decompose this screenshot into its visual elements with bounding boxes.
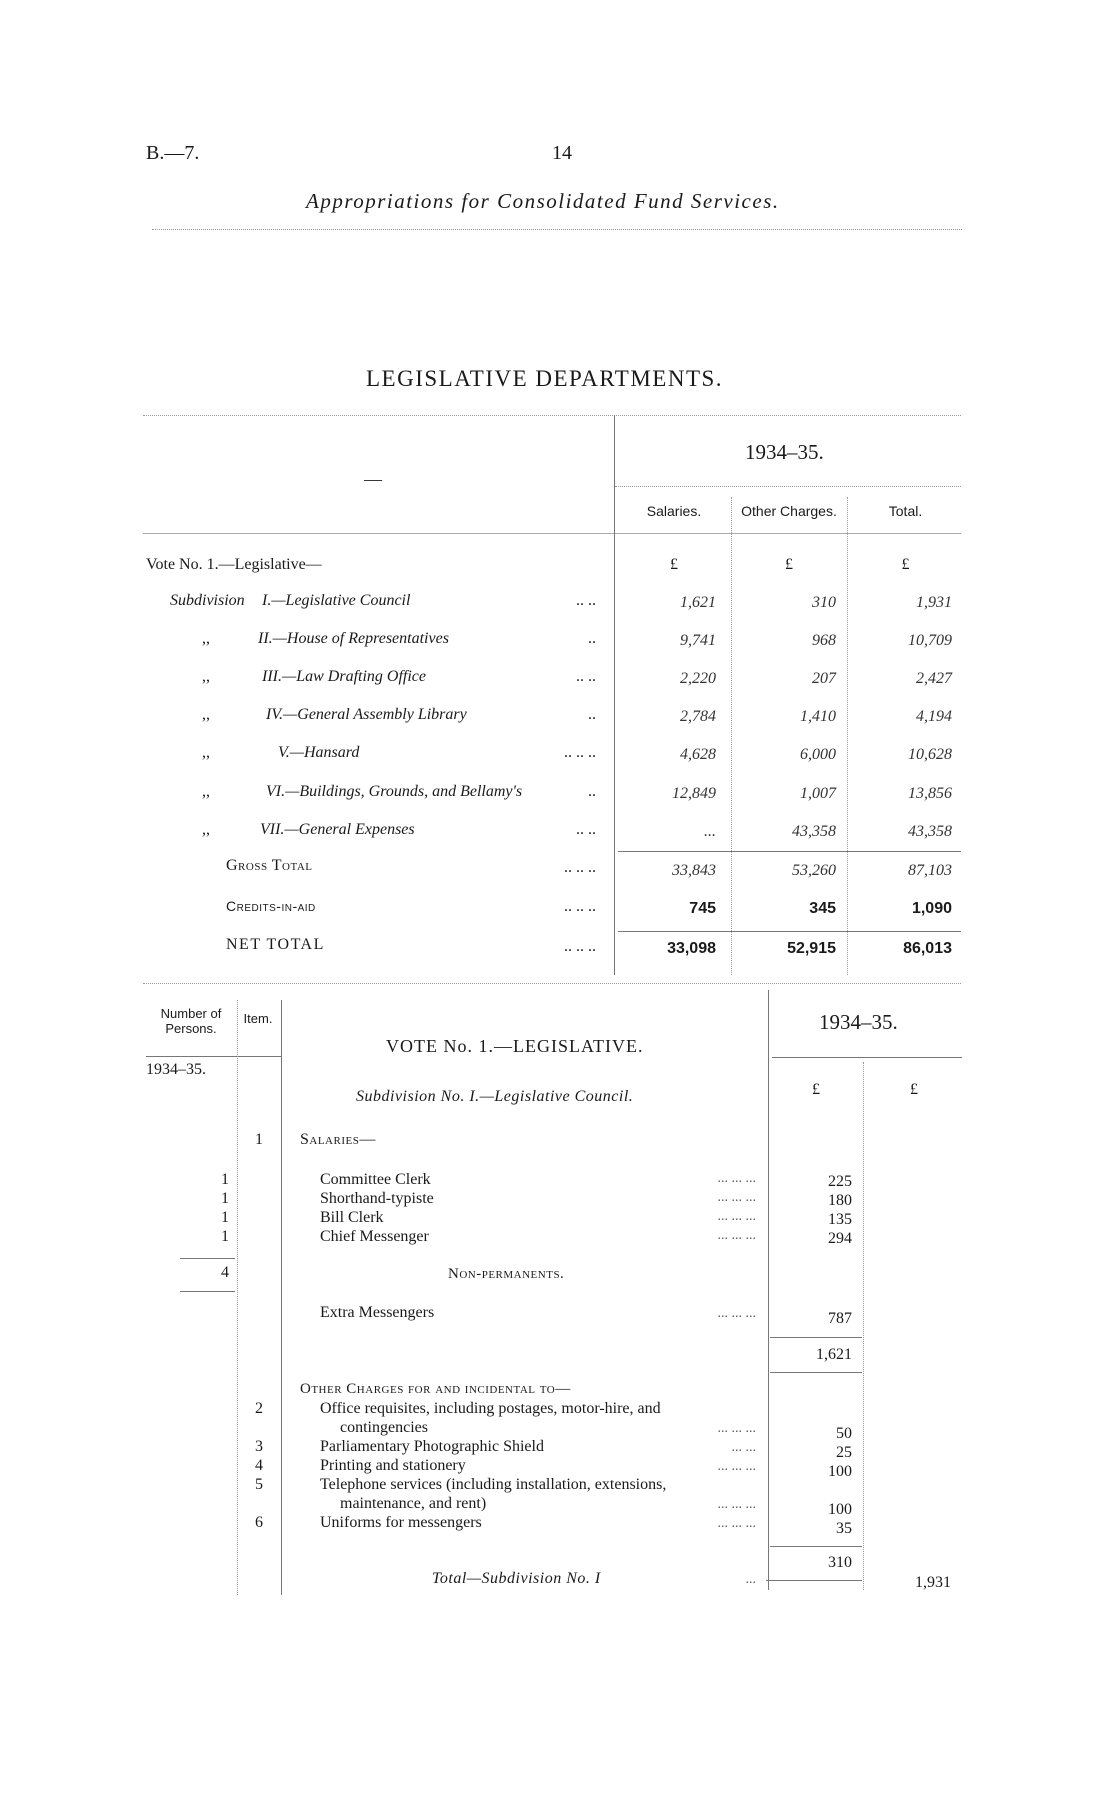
persons-count: 1 <box>221 1228 229 1245</box>
salaries-heading: Salaries— <box>300 1131 376 1148</box>
salaries-value: 4,628 <box>680 746 716 763</box>
leader-dots: ... ... <box>731 1440 756 1455</box>
other-value: 207 <box>812 670 836 687</box>
charge-label: Parliamentary Photographic Shield <box>320 1438 544 1455</box>
other-value: 1,410 <box>800 708 836 725</box>
persons-count: 1 <box>221 1171 229 1188</box>
salaries-value: ... <box>704 823 716 840</box>
column-salaries: Salaries. <box>646 503 702 519</box>
currency-salaries: £ <box>670 556 678 573</box>
total-value: 10,709 <box>908 632 952 649</box>
item-number: 4 <box>255 1457 263 1474</box>
total-value: 1,931 <box>916 594 952 611</box>
other-value: 6,000 <box>800 746 836 763</box>
other-value: 968 <box>812 632 836 649</box>
summary-year: 1934–35. <box>745 440 824 464</box>
charge-label-continued: maintenance, and rent) <box>340 1495 487 1512</box>
subdivision-label: VI.—Buildings, Grounds, and Bellamy's <box>266 783 523 800</box>
year-underline <box>615 486 961 487</box>
leader-dots: .. .. .. <box>564 859 596 876</box>
salaries-value: 12,849 <box>672 785 716 802</box>
total-value: 2,427 <box>916 670 952 687</box>
credits-in-aid-label: Credits-in-aid <box>226 898 316 914</box>
total-value: 10,628 <box>908 746 952 763</box>
position-amount: 294 <box>828 1230 852 1247</box>
credits-salaries: 745 <box>689 900 716 917</box>
gross-total-label: Gross Total <box>226 857 313 874</box>
net-total-total: 86,013 <box>903 940 952 957</box>
net-total-other: 52,915 <box>787 940 836 957</box>
vote-label: Vote No. 1.—Legislative— <box>146 556 322 573</box>
header-rule <box>152 229 962 230</box>
item-number: 5 <box>255 1476 263 1493</box>
ditto-mark: ,, <box>202 783 210 800</box>
persons-count: 1 <box>221 1209 229 1226</box>
persons-total: 4 <box>221 1264 229 1281</box>
extra-messengers-amount: 787 <box>828 1310 852 1327</box>
other-subtotal-rule <box>770 1546 862 1547</box>
column-total: Total. <box>888 503 923 519</box>
salaries-value: 9,741 <box>680 632 716 649</box>
item-number: 2 <box>255 1400 263 1417</box>
document-code: B.—7. <box>146 142 200 164</box>
other-value: 43,358 <box>792 823 836 840</box>
summary-top-rule <box>143 415 961 416</box>
position-label: Bill Clerk <box>320 1209 384 1226</box>
leader-dots: ... ... ... <box>717 1171 756 1186</box>
detail-year-rule <box>772 1057 962 1058</box>
salaries-subtotal-rule <box>770 1337 862 1338</box>
subdivision-label: I.—Legislative Council <box>262 592 411 609</box>
charge-label: Printing and stationery <box>320 1457 466 1474</box>
other-subtotal-underline <box>766 1580 862 1581</box>
persons-count: 1 <box>221 1190 229 1207</box>
gross-total-other: 53,260 <box>792 862 836 879</box>
gross-total-rule <box>618 851 961 852</box>
leader-dots: .. <box>588 783 596 800</box>
item-number: 3 <box>255 1438 263 1455</box>
other-value: 310 <box>812 594 836 611</box>
leader-dots: .. .. <box>576 821 596 838</box>
credits-total: 1,090 <box>911 900 952 917</box>
position-amount: 135 <box>828 1211 852 1228</box>
detail-currency-1: £ <box>812 1081 820 1098</box>
charge-amount: 35 <box>836 1520 852 1537</box>
ditto-mark: ,, <box>202 744 210 761</box>
leader-dots: ... ... ... <box>717 1228 756 1243</box>
leader-dots: ... <box>745 1572 756 1587</box>
persons-item-divider <box>237 1000 238 1595</box>
leader-dots: ... ... ... <box>717 1190 756 1205</box>
summary-divider-1 <box>614 415 615 975</box>
salaries-subtotal-underline <box>770 1372 862 1373</box>
leader-dots: .. .. .. <box>564 938 596 955</box>
salaries-value: 2,220 <box>680 670 716 687</box>
subdivision-label: IV.—General Assembly Library <box>266 706 467 723</box>
detail-year: 1934–35. <box>819 1010 898 1034</box>
salaries-subtotal: 1,621 <box>816 1346 852 1363</box>
position-label: Chief Messenger <box>320 1228 429 1245</box>
total-value: 4,194 <box>916 708 952 725</box>
leader-dots: .. .. <box>576 668 596 685</box>
credits-other: 345 <box>809 900 836 917</box>
charge-label: Telephone services (including installation, extensions, <box>320 1476 667 1493</box>
charge-label: Office requisites, including postages, motor-hire, and <box>320 1400 661 1417</box>
subdivision-title: Subdivision No. I.—Legislative Council. <box>356 1088 634 1105</box>
ditto-mark: ,, <box>202 668 210 685</box>
leader-dots: ... ... ... <box>717 1421 756 1436</box>
item-number: 1 <box>255 1131 263 1148</box>
gross-total-total: 87,103 <box>908 862 952 879</box>
summary-bottom-rule <box>143 983 961 984</box>
charge-amount: 25 <box>836 1444 852 1461</box>
persons-total-rule <box>180 1258 235 1259</box>
other-charges-heading: Other Charges for and incidental to— <box>300 1381 571 1397</box>
ditto-mark: ,, <box>202 630 210 647</box>
currency-total: £ <box>901 556 910 573</box>
net-total-label: NET TOTAL <box>226 936 325 953</box>
leader-dots: .. .. <box>576 592 596 609</box>
charge-amount: 100 <box>828 1501 852 1518</box>
leader-dots: .. <box>588 706 596 723</box>
persons-header-rule <box>146 1056 281 1057</box>
other-charges-subtotal: 310 <box>828 1554 852 1571</box>
other-value: 1,007 <box>800 785 836 802</box>
ditto-mark: ,, <box>202 821 210 838</box>
position-amount: 225 <box>828 1173 852 1190</box>
salaries-value: 2,784 <box>680 708 716 725</box>
total-value: 43,358 <box>908 823 952 840</box>
subdivision-label: III.—Law Drafting Office <box>262 668 426 685</box>
leader-dots: .. .. .. <box>564 898 596 915</box>
subdivision-label: II.—House of Representatives <box>258 630 449 647</box>
charge-label-continued: contingencies <box>340 1419 428 1436</box>
page-number: 14 <box>552 142 572 164</box>
leader-dots: .. <box>588 630 596 647</box>
currency-other: £ <box>785 556 793 573</box>
charge-amount: 50 <box>836 1425 852 1442</box>
vote-title: VOTE No. 1.—LEGISLATIVE. <box>386 1036 644 1056</box>
net-total-salaries: 33,098 <box>667 940 716 957</box>
ditto-mark: ,, <box>202 706 210 723</box>
description-amount-divider <box>768 990 769 1590</box>
leader-dots: ... ... ... <box>717 1306 756 1321</box>
summary-dash: — <box>364 469 382 489</box>
item-description-divider <box>281 1000 282 1595</box>
leader-dots: ... ... ... <box>717 1459 756 1474</box>
subdivision-label: VII.—General Expenses <box>260 821 415 838</box>
leader-dots: ... ... ... <box>717 1516 756 1531</box>
leader-dots: ... ... ... <box>717 1497 756 1512</box>
persons-total-underline <box>180 1291 235 1292</box>
persons-year: 1934–35. <box>146 1061 206 1078</box>
position-label: Committee Clerk <box>320 1171 431 1188</box>
subdivision-prefix: Subdivision <box>170 592 245 609</box>
subdivision-grand-total: 1,931 <box>915 1574 951 1591</box>
item-number: 6 <box>255 1514 263 1531</box>
salaries-value: 1,621 <box>680 594 716 611</box>
column-item: Item. <box>243 1011 273 1026</box>
leader-dots: ... ... ... <box>717 1209 756 1224</box>
position-label: Shorthand-typiste <box>320 1190 434 1207</box>
extra-messengers-label: Extra Messengers <box>320 1304 435 1321</box>
amount-columns-divider <box>863 1062 864 1590</box>
charge-amount: 100 <box>828 1463 852 1480</box>
summary-title: LEGISLATIVE DEPARTMENTS. <box>366 366 724 391</box>
column-number-of-persons: Number of Persons. <box>160 1006 222 1036</box>
detail-currency-2: £ <box>910 1081 918 1098</box>
subdivision-total-label: Total—Subdivision No. I <box>432 1570 601 1587</box>
leader-dots: .. .. .. <box>564 744 596 761</box>
position-amount: 180 <box>828 1192 852 1209</box>
charge-label: Uniforms for messengers <box>320 1514 482 1531</box>
column-other-charges: Other Charges. <box>741 503 837 519</box>
subdivision-label: V.—Hansard <box>278 744 360 761</box>
page-subtitle: Appropriations for Consolidated Fund Services. <box>306 189 780 213</box>
non-permanents-heading: Non-permanents. <box>448 1266 565 1282</box>
column-header-rule <box>143 533 961 534</box>
net-total-rule <box>618 931 961 932</box>
total-value: 13,856 <box>908 785 952 802</box>
gross-total-salaries: 33,843 <box>672 862 716 879</box>
